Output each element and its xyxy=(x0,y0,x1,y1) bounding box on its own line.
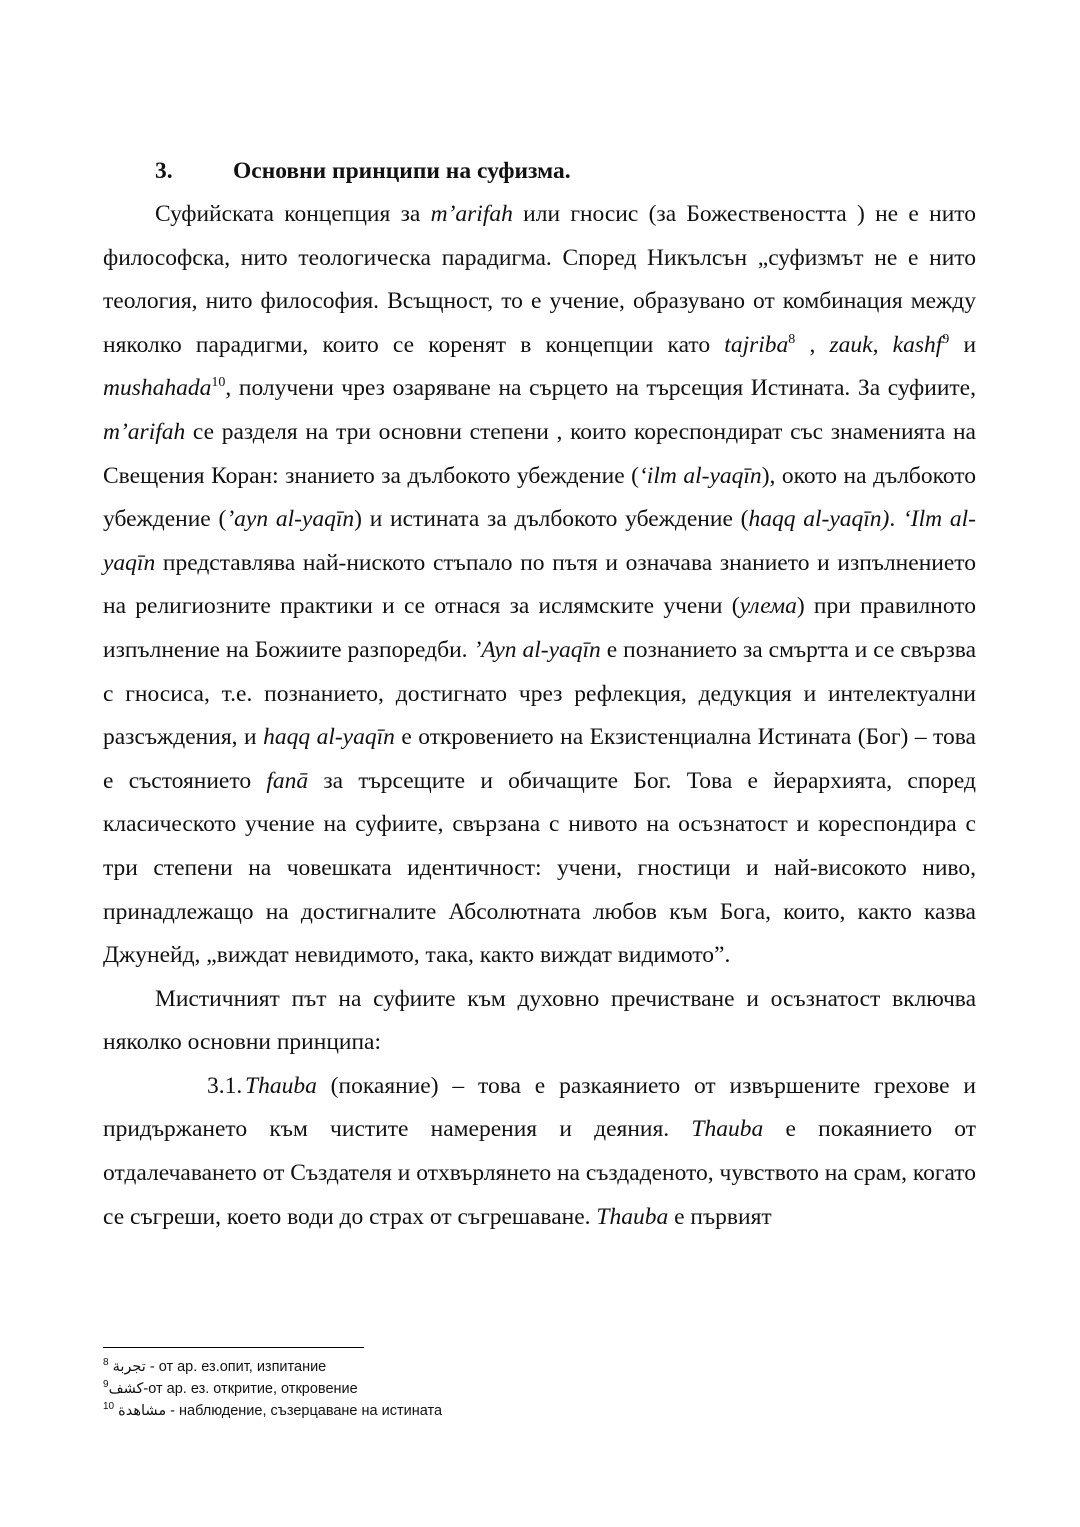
footnote-ref-9[interactable]: 9 xyxy=(942,331,950,347)
footnote-9: $^9$كشف-от ар. ез. откритие, откровение xyxy=(103,1379,358,1397)
footnote-10: $^{10}$ مشاهدة - наблюдение, съзерцаване на истината xyxy=(103,1401,443,1419)
footnote-ref-8[interactable]: 8 xyxy=(788,331,796,347)
term-haqq: haqq al-yaqīn) xyxy=(748,506,890,533)
subsection-number: 3.1. xyxy=(207,1072,243,1099)
term-mushahada: mushahada xyxy=(103,375,212,402)
term-marifah: m’arifah xyxy=(430,201,513,227)
term-zauk: zauk xyxy=(829,331,873,358)
term-haqq-2: haqq al-yaqīn xyxy=(263,724,395,751)
term-thauba-2: Thauba xyxy=(691,1116,764,1143)
section-title: Основни принципи на суфизма. xyxy=(233,158,571,184)
term-fana: fanā xyxy=(266,767,309,794)
term-ilm: ‘ilm al-yaqīn xyxy=(638,462,762,489)
body-text xyxy=(103,193,976,1239)
section-heading xyxy=(155,150,571,194)
term-thauba-3: Thauba xyxy=(596,1203,669,1230)
footnote-8: $^8$ تجربة - от ар. ез.опит, изпитание xyxy=(103,1357,327,1375)
paragraph-3: 3.1. Thauba (покаяние) – това е разкаянието от извършените грехове и придържането към чистите намерения и деяния. Thauba е покаянието от отдалечаването от Създателя и отхвърлянето на създаденото, чувството на срам, когато се съгреши, което води до страх от съгрешаване. Thauba е първият xyxy=(103,1065,976,1239)
term-ulema: улема xyxy=(739,593,797,620)
footnotes xyxy=(103,1356,803,1422)
paragraph-1: Суфийската концепция за m’arifah или гносис (за Божествеността ) не е нито философска, нито теологическа парадигма. Според Никълсън „суфизмът не е нито теология, нито философия. Всъщност, то е учение, образувано от комбинация между няколко парадигми, които се коренят в концепции като tajriba$^8$ , zauk, kashf$^9$ и mushahada$^{10}$, получени чрез озаряване на сърцето на търсещия Истината. За суфиите, m’arifah се разделя на три основни степени , които кореспондират със знаменията на Свещения Коран: знанието за дълбокото убеждение (‘ilm al-yaqīn), окото на дълбокото убеждение (’ayn al-yaqīn) и истината за дълбокото убеждение (haqq al-yaqīn). ‘Ilm al-yaqīn представлява най-ниското стъпало по пътя и означава знанието и изпълнението на религиозните практики и се отнася за ислямските учени (улема) при правилното изпълнение на Божиите разпоредби. ’Ayn al-yaqīn е познанието за смъртта и се свързва с гносиса, т.е. познанието, достигнато чрез рефлекция, дедукция и интелектуални разсъждения, и haqq al-yaqīn е откровението на Екзистенциална Истината (Бог) – това е състоянието fanā за търсещите и обичащите Бог. Това е йерархията, според класическото учение на суфиите, свързана с нивото на осъзнатост и кореспондира с три степени на човешката идентичност: учени, гностици и най-високото ниво, принадлежащо на достигналите Абсолютната любов към Бога, които, както казва Джунейд, „виждат невидимото, така, както виждат видимото”. xyxy=(103,201,977,969)
term-tajriba: tajriba xyxy=(724,331,789,358)
term-marifah-2: m’arifah xyxy=(103,418,186,445)
section-number: 3. xyxy=(155,158,173,184)
term-kashf: kashf xyxy=(892,331,943,358)
footnote-separator xyxy=(103,1347,364,1348)
term-ayn: ’ayn al-yaqīn xyxy=(226,506,355,533)
term-thauba: Thauba xyxy=(245,1072,317,1099)
term-ayn-2: ’Ayn al-yaqīn xyxy=(473,636,601,663)
footnote-ref-10[interactable]: 10 xyxy=(211,375,226,391)
paragraph-2: Мистичният път на суфиите към духовно пречистване и осъзнатост включва няколко основни принципа: xyxy=(103,985,976,1056)
term-ilm-2: ‘Ilm al-yaqīn xyxy=(103,506,976,576)
